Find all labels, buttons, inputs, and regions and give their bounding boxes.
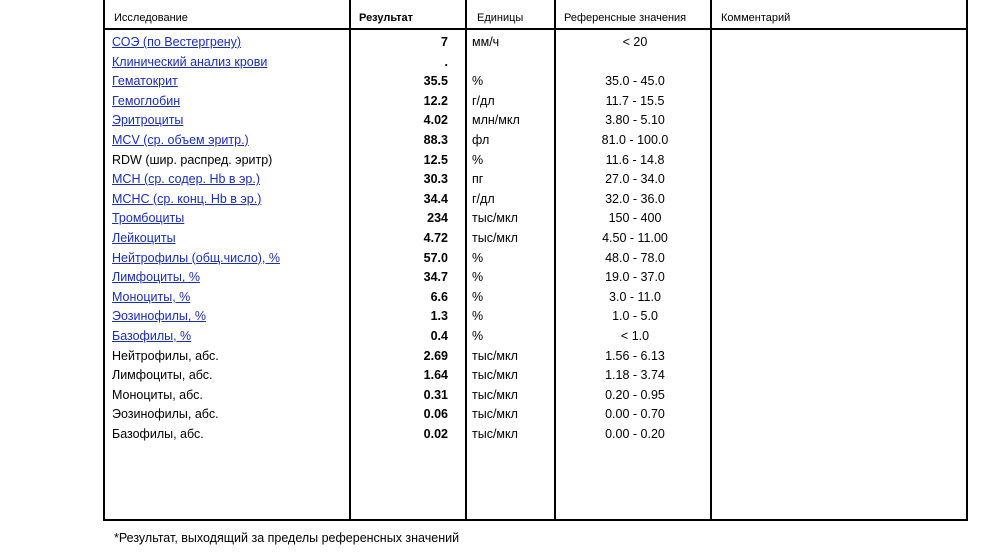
reference-range: 0.00 - 0.70 xyxy=(605,407,665,422)
test-name-link[interactable]: Эозинофилы, % xyxy=(112,309,206,324)
header-units: Единицы xyxy=(477,12,524,24)
table-row xyxy=(105,190,966,210)
result-value: 0.4 xyxy=(430,328,448,343)
result-value: 34.4 xyxy=(423,191,448,206)
result-value: 88.3 xyxy=(423,132,448,147)
table-row xyxy=(105,307,966,327)
unit-value: тыс/мкл xyxy=(472,387,518,402)
result-value: 0.02 xyxy=(423,426,448,441)
table-row xyxy=(105,72,966,92)
result-value: 1.3 xyxy=(430,309,448,324)
unit-value: тыс/мкл xyxy=(472,407,518,422)
result-value: 4.02 xyxy=(423,113,448,128)
header-reference: Референсные значения xyxy=(564,12,687,24)
result-value: 35.5 xyxy=(423,74,448,89)
reference-range: 48.0 - 78.0 xyxy=(605,250,665,265)
result-value: 2.69 xyxy=(423,348,448,363)
table-row xyxy=(105,366,966,386)
table-row xyxy=(105,170,966,190)
test-name-link[interactable]: MCH (ср. содер. Hb в эр.) xyxy=(112,172,260,187)
result-value: 0.06 xyxy=(423,407,448,422)
table-body xyxy=(105,33,966,444)
unit-value: пг xyxy=(472,172,484,187)
unit-value: % xyxy=(472,152,484,167)
result-value: 30.3 xyxy=(423,172,448,187)
reference-range: 1.0 - 5.0 xyxy=(612,309,658,324)
test-name: Базофилы, абс. xyxy=(112,426,204,441)
unit-value: мм/ч xyxy=(472,35,500,49)
test-name-link[interactable]: Лимфоциты, % xyxy=(112,270,200,285)
test-name-link[interactable]: СОЭ (по Вестергрену) xyxy=(112,35,242,49)
result-value: 6.6 xyxy=(430,289,448,304)
reference-range: 19.0 - 37.0 xyxy=(605,270,665,285)
table-row xyxy=(105,288,966,308)
unit-value: млн/мкл xyxy=(472,113,520,128)
result-value: 1.64 xyxy=(423,368,448,383)
unit-value: тыс/мкл xyxy=(472,426,518,441)
table-row xyxy=(105,209,966,229)
result-value: 7 xyxy=(441,35,448,49)
test-name: Эозинофилы, абс. xyxy=(112,407,219,422)
test-name-link[interactable]: Эритроциты xyxy=(112,113,184,128)
table-row xyxy=(105,386,966,406)
result-value: . xyxy=(444,54,448,69)
reference-range: 0.20 - 0.95 xyxy=(605,387,665,402)
test-name-link[interactable]: Базофилы, % xyxy=(112,328,192,343)
results-table xyxy=(103,0,968,521)
reference-range: 3.80 - 5.10 xyxy=(605,113,665,128)
reference-range: 11.7 - 15.5 xyxy=(605,93,665,108)
reference-range: < 1.0 xyxy=(620,328,650,343)
table-row xyxy=(105,229,966,249)
reference-range: < 20 xyxy=(622,35,648,49)
unit-value: % xyxy=(472,250,484,265)
reference-range: 3.0 - 11.0 xyxy=(609,289,661,304)
table-row xyxy=(105,151,966,171)
table-row xyxy=(105,327,966,347)
test-name-link[interactable]: Гемоглобин xyxy=(112,93,181,108)
unit-value: % xyxy=(472,74,484,89)
reference-range: 150 - 400 xyxy=(608,211,662,226)
unit-value: фл xyxy=(472,132,490,147)
unit-value: % xyxy=(472,289,484,304)
unit-value: тыс/мкл xyxy=(472,348,518,363)
unit-value: г/дл xyxy=(472,191,495,206)
unit-value: тыс/мкл xyxy=(472,211,518,226)
reference-range: 0.00 - 0.20 xyxy=(605,426,665,441)
result-value: 4.72 xyxy=(423,230,448,245)
test-name-link[interactable]: Нейтрофилы (общ.число), % xyxy=(112,250,280,265)
unit-value: % xyxy=(472,270,484,285)
table-row xyxy=(105,268,966,288)
reference-range: 32.0 - 36.0 xyxy=(605,191,665,206)
unit-value: % xyxy=(472,328,484,343)
test-name-link[interactable]: Моноциты, % xyxy=(112,289,191,304)
test-name-link[interactable]: Лейкоциты xyxy=(112,230,176,245)
reference-range: 4.50 - 11.00 xyxy=(602,230,668,245)
test-name: RDW (шир. распред. эритр) xyxy=(112,152,273,167)
unit-value: % xyxy=(472,309,484,324)
table-row xyxy=(105,249,966,269)
test-name-link[interactable]: МСНС (ср. конц. Hb в эр.) xyxy=(112,191,262,206)
table-row xyxy=(105,425,966,445)
table-row xyxy=(105,53,966,73)
reference-range: 35.0 - 45.0 xyxy=(605,74,665,89)
test-name-link[interactable]: Гематокрит xyxy=(112,74,178,89)
unit-value: г/дл xyxy=(472,93,495,108)
result-value: 12.2 xyxy=(423,93,448,108)
test-name-link[interactable]: Клинический анализ крови xyxy=(112,54,268,69)
table-row xyxy=(105,92,966,112)
unit-value: тыс/мкл xyxy=(472,230,518,245)
table-row xyxy=(105,131,966,151)
reference-range: 11.6 - 14.8 xyxy=(605,152,665,167)
unit-value: тыс/мкл xyxy=(472,368,518,383)
result-value: 234 xyxy=(427,211,448,226)
table-row xyxy=(105,405,966,425)
table-row xyxy=(105,111,966,131)
reference-range: 27.0 - 34.0 xyxy=(605,172,665,187)
table-row xyxy=(105,33,966,53)
result-value: 0.31 xyxy=(423,387,448,402)
footnote: *Результат, выходящий за пределы референсных значений xyxy=(114,531,460,545)
test-name: Лимфоциты, абс. xyxy=(112,368,213,383)
test-name: Нейтрофилы, абс. xyxy=(112,348,219,363)
header-test: Исследование xyxy=(114,12,188,24)
reference-range: 81.0 - 100.0 xyxy=(601,132,669,147)
result-value: 57.0 xyxy=(423,250,448,265)
header-divider xyxy=(105,28,966,30)
result-value: 12.5 xyxy=(423,152,448,167)
header-result: Результат xyxy=(359,12,414,24)
reference-range: 1.56 - 6.13 xyxy=(605,348,665,363)
reference-range: 1.18 - 3.74 xyxy=(605,368,665,383)
test-name-link[interactable]: Тромбоциты xyxy=(112,211,185,226)
result-value: 34.7 xyxy=(423,270,448,285)
test-name-link[interactable]: MCV (ср. объем эритр.) xyxy=(112,132,249,147)
header-comment: Комментарий xyxy=(721,12,791,24)
test-name: Моноциты, абс. xyxy=(112,387,203,402)
table-row xyxy=(105,347,966,367)
